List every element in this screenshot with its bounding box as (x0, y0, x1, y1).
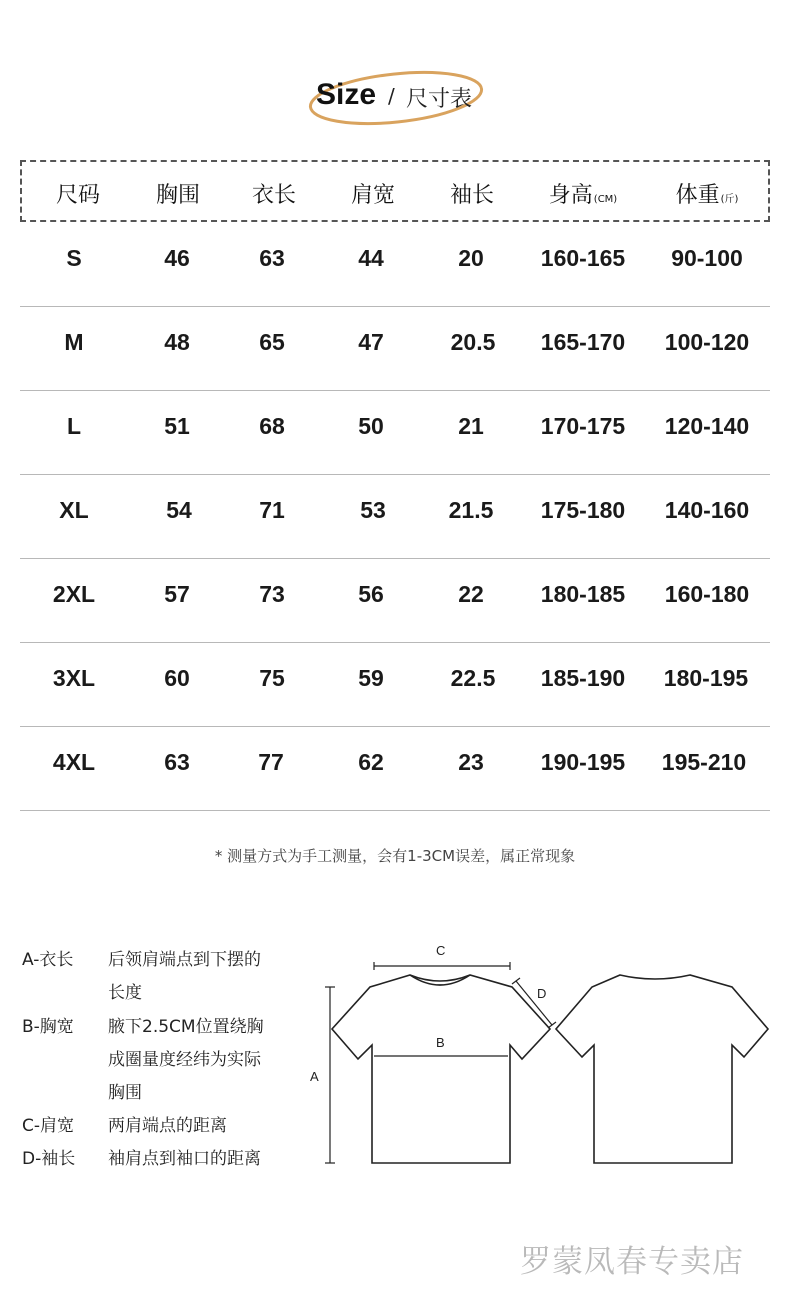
cell-length: 63 (259, 245, 285, 271)
cell-size: M (64, 329, 84, 355)
table-row (20, 643, 770, 727)
measure-line-a (325, 987, 335, 1163)
table-row (20, 559, 770, 643)
table-header (20, 160, 770, 222)
cell-shoulder: 56 (358, 581, 384, 607)
cell-length: 77 (258, 749, 284, 775)
cell-shoulder: 44 (358, 245, 384, 271)
cell-shoulder: 62 (358, 749, 384, 775)
cell-weight: 90-100 (671, 245, 743, 271)
header-chest: 胸围 (155, 183, 201, 208)
cell-height: 175-180 (540, 497, 626, 523)
cell-weight: 100-120 (664, 329, 750, 355)
header-height: 身高(CM) (548, 183, 618, 208)
legend-desc-b-line2: 成圈量度经纬为实际 (108, 1050, 261, 1070)
cell-sleeve: 21 (458, 413, 484, 439)
diagram-label-d: D (537, 986, 547, 1001)
cell-size: 2XL (52, 581, 96, 607)
cell-sleeve: 23 (458, 749, 484, 775)
header-weight-unit: (斤) (720, 194, 739, 205)
legend-key-d: D-袖长 (22, 1149, 76, 1169)
legend-desc-b-line1: 腋下2.5CM位置绕胸 (108, 1017, 264, 1037)
legend-key-c: C-肩宽 (22, 1116, 75, 1136)
cell-chest: 48 (164, 329, 190, 355)
header-sleeve: 袖长 (449, 183, 495, 208)
cell-weight: 140-160 (664, 497, 750, 523)
tshirt-front (332, 975, 550, 1163)
legend-desc-d-line1: 袖肩点到袖口的距离 (108, 1149, 261, 1169)
cell-height: 180-185 (540, 581, 626, 607)
cell-size: 3XL (52, 665, 96, 691)
legend-desc-c-line1: 两肩端点的距离 (108, 1116, 227, 1136)
diagram-label-c: C (436, 943, 446, 958)
tshirt-back (556, 975, 768, 1163)
header-height-unit: (CM) (593, 194, 618, 205)
store-watermark: 罗蒙凤春专卖店 (520, 1244, 744, 1280)
cell-height: 160-165 (540, 245, 626, 271)
cell-shoulder: 59 (358, 665, 384, 691)
cell-height: 170-175 (540, 413, 626, 439)
header-size: 尺码 (55, 183, 101, 208)
cell-length: 65 (259, 329, 285, 355)
legend-desc-b-line3: 胸围 (108, 1083, 142, 1103)
cell-weight: 195-210 (661, 749, 747, 775)
title-chinese: 尺寸表 (406, 87, 473, 112)
cell-chest: 54 (166, 497, 192, 523)
legend-desc-a-line1: 后领肩端点到下摆的 (108, 950, 261, 970)
cell-size: S (66, 245, 82, 271)
cell-size: XL (59, 497, 89, 523)
cell-sleeve: 20 (458, 245, 484, 271)
measure-line-c (374, 962, 510, 970)
table-row (20, 727, 770, 811)
cell-length: 73 (259, 581, 285, 607)
diagram-label-b: B (436, 1035, 445, 1050)
cell-length: 68 (259, 413, 285, 439)
table-row (20, 391, 770, 475)
legend-desc-a-line2: 长度 (108, 983, 142, 1003)
cell-chest: 57 (164, 581, 190, 607)
cell-chest: 46 (164, 245, 190, 271)
cell-length: 75 (259, 665, 285, 691)
cell-chest: 63 (164, 749, 190, 775)
size-chart-title (300, 62, 500, 132)
cell-weight: 180-195 (663, 665, 749, 691)
header-weight: 体重(斤) (675, 183, 739, 208)
legend-key-b: B-胸宽 (22, 1017, 74, 1037)
measure-line-d (512, 978, 556, 1028)
cell-weight: 160-180 (664, 581, 750, 607)
title-separator: / (388, 84, 395, 108)
cell-size: L (66, 413, 82, 439)
cell-weight: 120-140 (664, 413, 750, 439)
table-row (20, 475, 770, 559)
cell-chest: 51 (164, 413, 190, 439)
cell-height: 185-190 (540, 665, 626, 691)
tshirt-outline-illustration (300, 935, 780, 1175)
tshirt-measurement-diagram (300, 935, 780, 1179)
cell-sleeve: 21.5 (448, 497, 494, 523)
diagram-label-a: A (310, 1069, 319, 1084)
cell-chest: 60 (164, 665, 190, 691)
cell-height: 165-170 (540, 329, 626, 355)
table-row (20, 223, 770, 307)
cell-sleeve: 22.5 (450, 665, 496, 691)
cell-shoulder: 53 (360, 497, 386, 523)
cell-shoulder: 50 (358, 413, 384, 439)
measurement-note: * 测量方式为手工测量，会有1-3CM误差，属正常现象 (214, 847, 576, 865)
header-length: 衣长 (251, 183, 297, 208)
cell-size: 4XL (52, 749, 96, 775)
title-english: Size (316, 78, 377, 111)
cell-height: 190-195 (540, 749, 626, 775)
cell-sleeve: 20.5 (450, 329, 496, 355)
header-shoulder: 肩宽 (350, 183, 396, 208)
cell-length: 71 (259, 497, 285, 523)
legend-key-a: A-衣长 (22, 950, 74, 970)
cell-sleeve: 22 (458, 581, 484, 607)
table-row (20, 307, 770, 391)
cell-shoulder: 47 (358, 329, 384, 355)
